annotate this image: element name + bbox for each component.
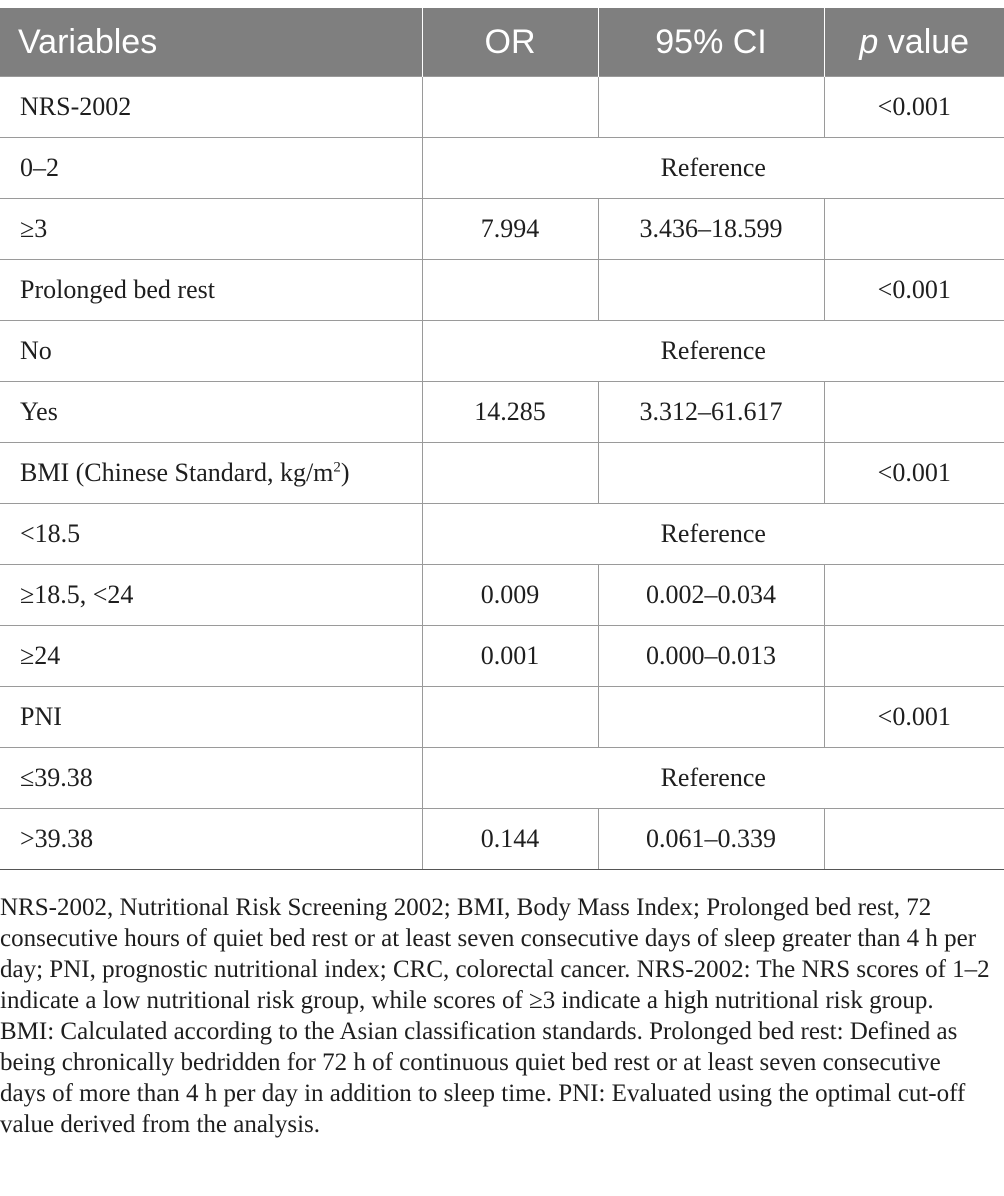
p-cell [824,809,1004,870]
p-cell [824,565,1004,626]
variable-cell: 0–2 [0,138,422,199]
ci-cell [598,687,824,748]
p-cell [824,626,1004,687]
ci-cell: 0.000–0.013 [598,626,824,687]
reference-cell: Reference [422,748,1004,809]
ci-cell [598,77,824,138]
or-cell [422,77,598,138]
variable-cell: ≥18.5, <24 [0,565,422,626]
regression-table [0,8,1004,870]
table-row [0,565,1004,626]
table-row [0,321,1004,382]
p-cell: <0.001 [824,687,1004,748]
p-cell [824,382,1004,443]
table-footnote: NRS-2002, Nutritional Risk Screening 2002; BMI, Body Mass Index; Prolonged bed rest, 72 consecutive hours of quiet bed rest or at least seven consecutive days of sleep greater than 4 h per day; PNI, prognostic nutritional index; CRC, colorectal cancer. NRS-2002: The NRS scores of 1–2 indicate a low nutritional risk group, while scores of ≥3 indicate a high nutritional risk group. BMI: Calculated according to the Asian classification standards. Prolonged bed rest: Defined as being chronically bedridden for 72 h of continuous quiet bed rest or at least seven consecutive days of more than 4 h per day in addition to sleep time. PNI: Evaluated using the optimal cut-off value derived from the analysis. [0,894,990,1138]
or-cell: 0.009 [422,565,598,626]
table-row [0,626,1004,687]
table-row [0,809,1004,870]
p-cell: <0.001 [824,260,1004,321]
reference-cell: Reference [422,321,1004,382]
variable-cell: ≤39.38 [0,748,422,809]
variable-cell: >39.38 [0,809,422,870]
variable-cell: Yes [0,382,422,443]
ci-cell [598,443,824,504]
variable-cell: <18.5 [0,504,422,565]
or-cell [422,687,598,748]
or-cell: 14.285 [422,382,598,443]
table-row [0,443,1004,504]
ci-cell [598,260,824,321]
table-row [0,260,1004,321]
p-cell: <0.001 [824,77,1004,138]
header-variables: Variables [0,8,422,77]
table-row [0,199,1004,260]
variable-cell: Prolonged bed rest [0,260,422,321]
table-row [0,687,1004,748]
or-cell [422,443,598,504]
ci-cell: 0.002–0.034 [598,565,824,626]
table-row [0,748,1004,809]
p-cell [824,199,1004,260]
table-row [0,382,1004,443]
variable-cell: ≥3 [0,199,422,260]
bmi-superscript: 2 [333,459,341,476]
ci-cell: 3.436–18.599 [598,199,824,260]
header-ci: 95% CI [598,8,824,77]
header-p-italic: p [859,22,879,61]
header-p-value [824,8,1004,77]
header-or: OR [422,8,598,77]
ci-cell: 0.061–0.339 [598,809,824,870]
reference-cell: Reference [422,138,1004,199]
or-cell: 7.994 [422,199,598,260]
table-row [0,504,1004,565]
or-cell [422,260,598,321]
or-cell: 0.001 [422,626,598,687]
variable-cell: PNI [0,687,422,748]
ci-cell: 3.312–61.617 [598,382,824,443]
header-row [0,8,1004,77]
header-p-rest: value [878,22,970,61]
or-cell: 0.144 [422,809,598,870]
variable-cell [0,443,422,504]
table-row [0,77,1004,138]
bmi-close-paren: ) [340,458,350,487]
p-cell: <0.001 [824,443,1004,504]
table-row [0,138,1004,199]
variable-cell: ≥24 [0,626,422,687]
variable-cell: No [0,321,422,382]
reference-cell: Reference [422,504,1004,565]
bmi-label: BMI (Chinese Standard, kg/m [20,458,334,487]
variable-cell: NRS-2002 [0,77,422,138]
